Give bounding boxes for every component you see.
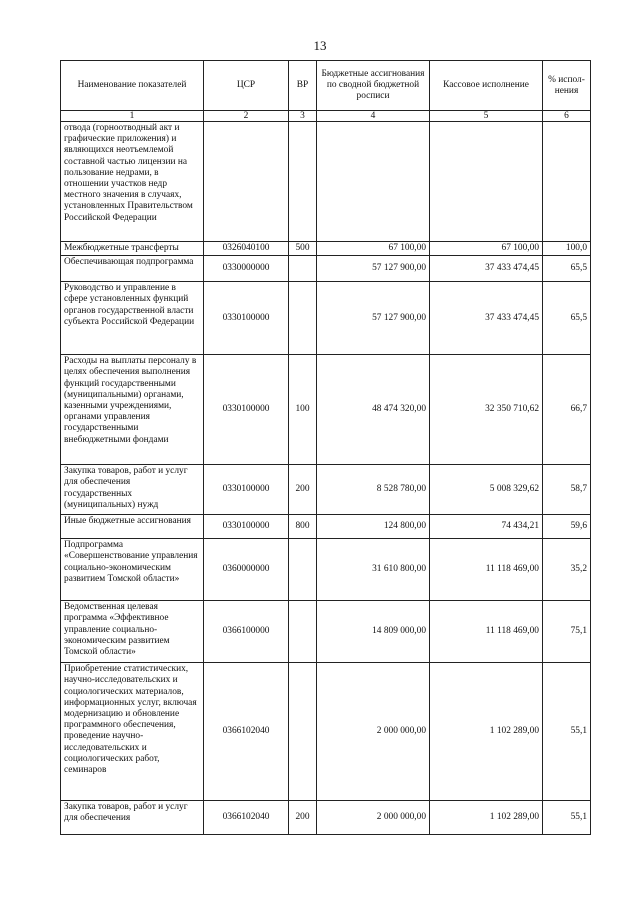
table-row [61,515,591,539]
row-csr: 0326040100 [204,242,289,256]
row-cash-execution: 1 102 289,00 [430,663,543,801]
table-row [61,256,591,282]
row-percent: 66,7 [543,355,591,465]
row-cash-execution: 5 008 329,62 [430,465,543,515]
row-vr [289,122,317,242]
row-cash-execution: 1 102 289,00 [430,801,543,835]
table-row [61,355,591,465]
row-vr [289,539,317,601]
row-vr [289,282,317,355]
page-number: 13 [313,38,327,53]
row-percent: 55,1 [543,801,591,835]
table-row [61,663,591,801]
row-allocation: 2 000 000,00 [317,801,430,835]
header-name: Наименование показателей [61,61,204,111]
table-row [61,801,591,835]
table-row [61,539,591,601]
row-percent: 65,5 [543,256,591,282]
row-allocation: 8 528 780,00 [317,465,430,515]
header-percent: % испол-нения [543,61,591,111]
row-csr: 0330100000 [204,515,289,539]
column-number: 6 [543,111,591,122]
row-name: Расходы на выплаты персоналу в целях обеспечения выполнения функций государственными (муниципальными) органами, казенными учреждениями, органами управления государственными внебюджетными фондами [61,355,204,465]
row-vr [289,663,317,801]
row-name: Закупка товаров, работ и услуг для обеспечения [61,801,204,835]
row-cash-execution: 37 433 474,45 [430,282,543,355]
row-cash-execution: 67 100,00 [430,242,543,256]
row-csr [204,122,289,242]
row-csr: 0366102040 [204,663,289,801]
row-cash-execution: 11 118 469,00 [430,539,543,601]
row-name: отвода (горноотводный акт и графические приложения) и являющихся неотъемлемой составной частью лицензии на пользование недрами, в отношении участков недр местного значения в случаях, установленных Правительством Российской Федерации [61,122,204,242]
header-cash-execution: Кассовое исполнение [430,61,543,111]
row-cash-execution [430,122,543,242]
header-allocations: Бюджетные ассигнования по сводной бюджетной росписи [317,61,430,111]
row-csr: 0330100000 [204,282,289,355]
header-csr: ЦСР [204,61,289,111]
row-allocation: 14 809 000,00 [317,601,430,663]
row-vr: 200 [289,465,317,515]
table-row [61,465,591,515]
row-allocation: 57 127 900,00 [317,282,430,355]
column-number: 3 [289,111,317,122]
row-allocation: 31 610 800,00 [317,539,430,601]
row-name: Межбюджетные трансферты [61,242,204,256]
row-csr: 0330100000 [204,355,289,465]
row-csr: 0366100000 [204,601,289,663]
table-row [61,122,591,242]
row-percent: 65,5 [543,282,591,355]
row-percent: 75,1 [543,601,591,663]
column-number: 4 [317,111,430,122]
row-vr: 200 [289,801,317,835]
row-csr: 0360000000 [204,539,289,601]
row-cash-execution: 32 350 710,62 [430,355,543,465]
row-vr: 800 [289,515,317,539]
row-name: Иные бюджетные ассигнования [61,515,204,539]
row-csr: 0330000000 [204,256,289,282]
row-allocation [317,122,430,242]
budget-execution-table [60,60,591,835]
row-percent: 55,1 [543,663,591,801]
row-allocation: 48 474 320,00 [317,355,430,465]
row-name: Приобретение статистических, научно-исследовательских и социологических материалов, информационных услуг, включая модернизацию и обновление программного обеспечения, проведение научно-исследовательских и социологических работ, семинаров [61,663,204,801]
table-row [61,282,591,355]
row-cash-execution: 74 434,21 [430,515,543,539]
row-name: Закупка товаров, работ и услуг для обеспечения государственных (муниципальных) нужд [61,465,204,515]
row-vr [289,601,317,663]
row-vr: 500 [289,242,317,256]
table-row [61,601,591,663]
row-vr [289,256,317,282]
row-percent: 35,2 [543,539,591,601]
row-name: Руководство и управление в сфере установленных функций органов государственной власти субъекта Российской Федерации [61,282,204,355]
column-number-row [61,111,591,122]
row-name: Ведомственная целевая программа «Эффективное управление социально-экономическим развитием Томской области» [61,601,204,663]
row-cash-execution: 37 433 474,45 [430,256,543,282]
row-cash-execution: 11 118 469,00 [430,601,543,663]
row-allocation: 124 800,00 [317,515,430,539]
row-percent: 100,0 [543,242,591,256]
row-name: Обеспечивающая подпрограмма [61,256,204,282]
column-number: 1 [61,111,204,122]
column-number: 2 [204,111,289,122]
row-name: Подпрограмма «Совершенствование управления социально-экономическим развитием Томской области» [61,539,204,601]
table-row [61,242,591,256]
header-vr: ВР [289,61,317,111]
column-number: 5 [430,111,543,122]
row-allocation: 67 100,00 [317,242,430,256]
row-csr: 0366102040 [204,801,289,835]
row-percent [543,122,591,242]
row-csr: 0330100000 [204,465,289,515]
row-allocation: 2 000 000,00 [317,663,430,801]
row-percent: 58,7 [543,465,591,515]
row-allocation: 57 127 900,00 [317,256,430,282]
header-row [61,61,591,111]
row-vr: 100 [289,355,317,465]
row-percent: 59,6 [543,515,591,539]
